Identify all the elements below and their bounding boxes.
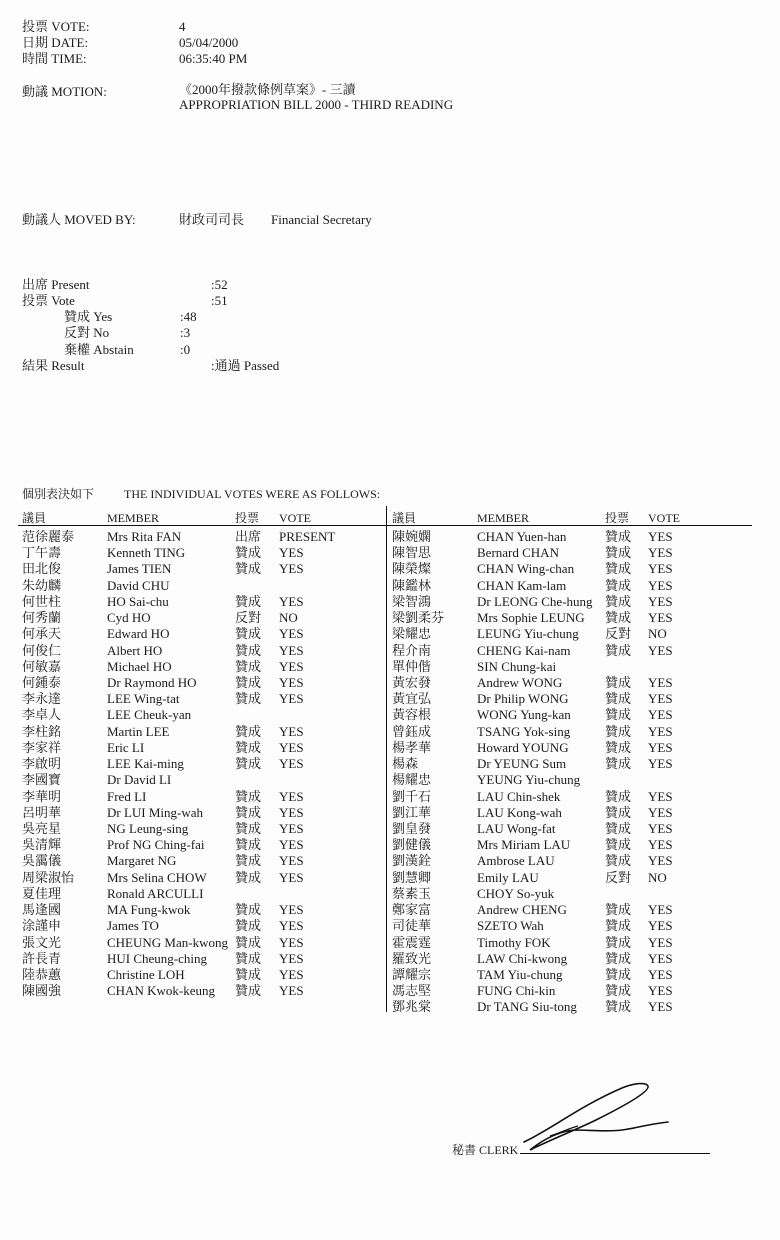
vote-zh: 贊成 bbox=[235, 593, 262, 609]
member-name-en: Mrs Selina CHOW bbox=[107, 869, 207, 885]
member-name-en: Dr LUI Ming-wah bbox=[107, 804, 204, 820]
member-name-zh: 李卓人 bbox=[22, 707, 62, 723]
member-name-en: SIN Chung-kai bbox=[477, 658, 557, 674]
member-name-en: CHAN Wing-chan bbox=[477, 561, 575, 577]
member-name-en: Michael HO bbox=[107, 658, 172, 674]
individual-heading-en: THE INDIVIDUAL VOTES WERE AS FOLLOWS: bbox=[124, 487, 381, 501]
vote-zh: 贊成 bbox=[605, 707, 632, 723]
vote-zh: 贊成 bbox=[605, 610, 632, 626]
member-name-en: Dr David LI bbox=[107, 772, 172, 788]
member-name-en: Prof NG Ching-fai bbox=[107, 837, 205, 853]
vote-en: YES bbox=[279, 966, 304, 982]
member-name-zh: 黃宏發 bbox=[392, 674, 432, 690]
member-name-en: HO Sai-chu bbox=[107, 593, 169, 609]
vote-en: YES bbox=[279, 934, 304, 950]
vote-en: YES bbox=[648, 934, 673, 950]
member-name-zh: 李國寶 bbox=[22, 772, 62, 788]
moved-by-label: 動議人 MOVED BY: bbox=[22, 212, 136, 227]
vote-zh: 贊成 bbox=[605, 642, 632, 658]
col-vote-en-left: VOTE bbox=[279, 511, 311, 525]
vote-zh: 贊成 bbox=[235, 820, 262, 836]
vote-zh: 贊成 bbox=[235, 739, 262, 755]
vote-zh: 贊成 bbox=[235, 658, 262, 674]
vote-en: YES bbox=[279, 820, 304, 836]
member-name-en: Andrew CHENG bbox=[477, 902, 567, 918]
member-name-zh: 李永達 bbox=[22, 691, 62, 707]
vote-en: YES bbox=[279, 626, 304, 642]
member-name-en: TSANG Yok-sing bbox=[477, 723, 571, 739]
member-name-en: Christine LOH bbox=[107, 966, 185, 982]
col-member-en-right: MEMBER bbox=[477, 511, 530, 525]
vote-en: YES bbox=[279, 561, 304, 577]
vote-en: YES bbox=[279, 756, 304, 772]
member-name-en: SZETO Wah bbox=[477, 918, 544, 934]
vote-en: YES bbox=[648, 739, 673, 755]
member-name-zh: 劉慧卿 bbox=[392, 869, 432, 885]
member-name-en: LAU Wong-fat bbox=[477, 820, 556, 836]
member-name-zh: 馬逢國 bbox=[22, 902, 62, 918]
vote-zh: 贊成 bbox=[235, 983, 262, 999]
member-name-en: LEUNG Yiu-chung bbox=[477, 626, 579, 642]
vote-count-label: 投票 Vote bbox=[22, 293, 75, 308]
member-name-zh: 司徒華 bbox=[392, 918, 432, 934]
result-value: :通過 Passed bbox=[211, 358, 280, 373]
vote-zh: 贊成 bbox=[235, 934, 262, 950]
vote-en: YES bbox=[279, 545, 304, 561]
member-name-zh: 鄧兆棠 bbox=[392, 999, 432, 1015]
member-name-zh: 劉千石 bbox=[392, 788, 432, 804]
vote-en: YES bbox=[279, 723, 304, 739]
vote-en: YES bbox=[648, 902, 673, 918]
vote-en: YES bbox=[648, 756, 673, 772]
vote-zh: 贊成 bbox=[235, 837, 262, 853]
vote-zh: 贊成 bbox=[235, 642, 262, 658]
vote-en: NO bbox=[279, 610, 298, 626]
member-name-zh: 單仲偕 bbox=[392, 658, 432, 674]
vote-zh: 贊成 bbox=[235, 674, 262, 690]
vote-zh: 贊成 bbox=[235, 804, 262, 820]
member-name-en: LEE Kai-ming bbox=[107, 756, 184, 772]
member-name-zh: 陸恭蕙 bbox=[22, 966, 62, 982]
member-name-zh: 何鍾泰 bbox=[22, 674, 62, 690]
vote-en: YES bbox=[279, 837, 304, 853]
result-label: 結果 Result bbox=[22, 358, 85, 373]
member-name-zh: 吳亮星 bbox=[22, 820, 62, 836]
member-name-en: TAM Yiu-chung bbox=[477, 966, 563, 982]
vote-zh: 贊成 bbox=[235, 966, 262, 982]
vote-en: YES bbox=[279, 902, 304, 918]
member-name-en: LAU Chin-shek bbox=[477, 788, 561, 804]
member-name-zh: 曾鈺成 bbox=[392, 723, 432, 739]
member-name-zh: 何承天 bbox=[22, 626, 62, 642]
vote-zh: 贊成 bbox=[605, 902, 632, 918]
motion-title-zh: 《2000年撥款條例草案》- 三讀 bbox=[179, 82, 356, 97]
member-name-en: Dr Raymond HO bbox=[107, 674, 197, 690]
col-vote-zh-left: 投票 bbox=[235, 511, 260, 525]
motion-label: 動議 MOTION: bbox=[22, 84, 107, 99]
member-name-en: LEE Cheuk-yan bbox=[107, 707, 192, 723]
vote-en: YES bbox=[648, 577, 673, 593]
vote-en: YES bbox=[279, 983, 304, 999]
member-name-zh: 呂明華 bbox=[22, 804, 62, 820]
vote-zh: 贊成 bbox=[605, 674, 632, 690]
time-value: 06:35:40 PM bbox=[179, 51, 248, 66]
member-name-en: LAW Chi-kwong bbox=[477, 950, 568, 966]
member-name-en: Martin LEE bbox=[107, 723, 170, 739]
member-name-en: Kenneth TING bbox=[107, 545, 186, 561]
signature-line bbox=[520, 1153, 710, 1154]
member-name-en: LAU Kong-wah bbox=[477, 804, 562, 820]
member-name-zh: 李華明 bbox=[22, 788, 62, 804]
member-name-en: Mrs Sophie LEUNG bbox=[477, 610, 585, 626]
vote-en: NO bbox=[648, 869, 667, 885]
member-name-zh: 李柱銘 bbox=[22, 723, 62, 739]
abstain-value: :0 bbox=[180, 342, 191, 357]
member-name-zh: 蔡素玉 bbox=[392, 885, 432, 901]
member-name-en: Edward HO bbox=[107, 626, 170, 642]
vote-zh: 贊成 bbox=[235, 626, 262, 642]
vote-number-value: 4 bbox=[179, 19, 186, 34]
vote-en: YES bbox=[279, 642, 304, 658]
member-name-en: James TO bbox=[107, 918, 159, 934]
vote-en: YES bbox=[648, 804, 673, 820]
vote-en: YES bbox=[648, 610, 673, 626]
member-name-en: CHEUNG Man-kwong bbox=[107, 934, 228, 950]
member-name-en: LEE Wing-tat bbox=[107, 691, 180, 707]
date-label: 日期 DATE: bbox=[22, 35, 89, 50]
member-name-en: Timothy FOK bbox=[477, 934, 551, 950]
vote-zh: 贊成 bbox=[605, 577, 632, 593]
no-value: :3 bbox=[180, 325, 191, 340]
vote-zh: 反對 bbox=[605, 626, 632, 642]
vote-zh: 贊成 bbox=[235, 853, 262, 869]
member-name-zh: 田北俊 bbox=[22, 561, 62, 577]
member-name-en: CHAN Kwok-keung bbox=[107, 983, 215, 999]
vote-en: YES bbox=[648, 642, 673, 658]
vote-count-value: :51 bbox=[211, 293, 228, 308]
member-name-zh: 涂謹申 bbox=[22, 918, 62, 934]
member-name-en: Mrs Rita FAN bbox=[107, 529, 182, 544]
member-name-en: CHAN Kam-lam bbox=[477, 577, 567, 593]
yes-value: :48 bbox=[180, 309, 197, 324]
member-name-zh: 李家祥 bbox=[22, 739, 62, 755]
col-member-zh-left: 議員 bbox=[22, 511, 47, 525]
vote-en: YES bbox=[648, 950, 673, 966]
vote-zh: 贊成 bbox=[605, 756, 632, 772]
member-name-en: Emily LAU bbox=[477, 869, 539, 885]
yes-label: 贊成 Yes bbox=[64, 309, 113, 324]
vote-en: YES bbox=[648, 593, 673, 609]
vote-en: YES bbox=[648, 966, 673, 982]
member-name-en: Cyd HO bbox=[107, 610, 151, 626]
member-name-zh: 梁智鴻 bbox=[392, 593, 432, 609]
vote-en: YES bbox=[648, 820, 673, 836]
vote-en: YES bbox=[279, 674, 304, 690]
member-name-zh: 夏佳理 bbox=[22, 885, 62, 901]
present-label: 出席 Present bbox=[22, 277, 90, 292]
vote-en: YES bbox=[279, 869, 304, 885]
vote-en: PRESENT bbox=[279, 529, 336, 544]
member-name-zh: 羅致光 bbox=[392, 950, 432, 966]
member-name-en: Ronald ARCULLI bbox=[107, 885, 204, 901]
vote-number-label: 投票 VOTE: bbox=[22, 19, 90, 34]
member-name-en: WONG Yung-kan bbox=[477, 707, 571, 723]
member-name-en: Bernard CHAN bbox=[477, 545, 559, 561]
vote-zh: 贊成 bbox=[235, 723, 262, 739]
vote-en: YES bbox=[648, 691, 673, 707]
member-name-en: James TIEN bbox=[107, 561, 172, 577]
abstain-label: 棄權 Abstain bbox=[64, 342, 134, 357]
vote-en: NO bbox=[648, 626, 667, 642]
vote-zh: 贊成 bbox=[605, 853, 632, 869]
member-name-en: Margaret NG bbox=[107, 853, 177, 869]
vote-en: YES bbox=[279, 658, 304, 674]
vote-en: YES bbox=[279, 739, 304, 755]
vote-zh: 贊成 bbox=[605, 820, 632, 836]
vote-zh: 贊成 bbox=[605, 739, 632, 755]
vote-zh: 贊成 bbox=[235, 918, 262, 934]
vote-en: YES bbox=[648, 918, 673, 934]
member-name-en: Dr LEONG Che-hung bbox=[477, 593, 593, 609]
member-name-zh: 許長青 bbox=[22, 950, 62, 966]
vote-zh: 贊成 bbox=[605, 788, 632, 804]
vote-zh: 出席 bbox=[235, 529, 262, 544]
vote-zh: 贊成 bbox=[235, 950, 262, 966]
member-name-zh: 霍震霆 bbox=[392, 934, 432, 950]
vote-zh: 贊成 bbox=[235, 788, 262, 804]
vote-zh: 贊成 bbox=[235, 545, 262, 561]
member-name-zh: 范徐麗泰 bbox=[22, 529, 75, 544]
vote-en: YES bbox=[648, 723, 673, 739]
vote-en: YES bbox=[648, 999, 673, 1015]
vote-zh: 贊成 bbox=[605, 934, 632, 950]
member-name-en: CHOY So-yuk bbox=[477, 885, 555, 901]
motion-title-en: APPROPRIATION BILL 2000 - THIRD READING bbox=[179, 97, 454, 112]
member-name-zh: 陳鑑林 bbox=[392, 577, 432, 593]
member-name-en: Albert HO bbox=[107, 642, 163, 658]
member-name-zh: 馮志堅 bbox=[392, 983, 432, 999]
member-name-zh: 陳國強 bbox=[22, 983, 62, 999]
moved-by-zh: 財政司司長 bbox=[179, 212, 245, 227]
individual-heading-zh: 個別表決如下 bbox=[22, 487, 95, 501]
vote-zh: 贊成 bbox=[605, 723, 632, 739]
clerk-label: 秘書 CLERK bbox=[452, 1143, 519, 1157]
member-name-zh: 梁劉柔芬 bbox=[392, 610, 445, 626]
date-value: 05/04/2000 bbox=[179, 35, 239, 50]
vote-zh: 贊成 bbox=[235, 756, 262, 772]
member-name-en: Mrs Miriam LAU bbox=[477, 837, 571, 853]
vote-zh: 贊成 bbox=[605, 966, 632, 982]
vote-zh: 贊成 bbox=[605, 545, 632, 561]
col-vote-zh-right: 投票 bbox=[605, 511, 630, 525]
member-name-en: FUNG Chi-kin bbox=[477, 983, 556, 999]
vote-en: YES bbox=[648, 707, 673, 723]
no-label: 反對 No bbox=[64, 325, 110, 340]
member-name-zh: 陳智思 bbox=[392, 545, 432, 561]
table-header-rule bbox=[18, 525, 752, 526]
vote-zh: 贊成 bbox=[235, 691, 262, 707]
member-name-en: Dr YEUNG Sum bbox=[477, 756, 567, 772]
vote-zh: 贊成 bbox=[605, 950, 632, 966]
col-member-en-left: MEMBER bbox=[107, 511, 160, 525]
member-name-en: Andrew WONG bbox=[477, 674, 563, 690]
member-name-en: Fred LI bbox=[107, 788, 147, 804]
vote-en: YES bbox=[279, 804, 304, 820]
moved-by-en: Financial Secretary bbox=[271, 212, 372, 227]
vote-en: YES bbox=[279, 788, 304, 804]
vote-en: YES bbox=[648, 529, 673, 544]
time-label: 時間 TIME: bbox=[22, 51, 87, 66]
vote-en: YES bbox=[648, 788, 673, 804]
member-name-zh: 周梁淑怡 bbox=[22, 869, 75, 885]
member-name-zh: 譚耀宗 bbox=[392, 966, 432, 982]
vote-en: YES bbox=[648, 983, 673, 999]
clerk-signature bbox=[510, 1078, 690, 1158]
member-name-zh: 吳清輝 bbox=[22, 837, 62, 853]
vote-zh: 贊成 bbox=[235, 869, 262, 885]
member-name-en: YEUNG Yiu-chung bbox=[477, 772, 581, 788]
member-name-en: CHENG Kai-nam bbox=[477, 642, 571, 658]
vote-en: YES bbox=[279, 593, 304, 609]
member-name-zh: 程介南 bbox=[392, 642, 432, 658]
member-name-zh: 何敏嘉 bbox=[22, 658, 62, 674]
col-vote-en-right: VOTE bbox=[648, 511, 680, 525]
member-name-en: Dr TANG Siu-tong bbox=[477, 999, 577, 1015]
member-name-en: MA Fung-kwok bbox=[107, 902, 191, 918]
vote-zh: 贊成 bbox=[605, 983, 632, 999]
member-name-zh: 劉江華 bbox=[392, 804, 432, 820]
vote-zh: 贊成 bbox=[605, 999, 632, 1015]
vote-en: YES bbox=[279, 918, 304, 934]
vote-zh: 贊成 bbox=[605, 593, 632, 609]
member-name-zh: 何秀蘭 bbox=[22, 610, 62, 626]
member-name-zh: 梁耀忠 bbox=[392, 626, 432, 642]
member-name-zh: 黃容根 bbox=[392, 707, 432, 723]
member-name-zh: 陳榮燦 bbox=[392, 561, 432, 577]
member-name-zh: 何俊仁 bbox=[22, 642, 62, 658]
vote-en: YES bbox=[648, 545, 673, 561]
member-name-zh: 吳靄儀 bbox=[22, 853, 62, 869]
member-name-zh: 楊森 bbox=[392, 756, 419, 772]
member-name-en: CHAN Yuen-han bbox=[477, 529, 567, 544]
vote-en: YES bbox=[279, 853, 304, 869]
member-name-zh: 黃宜弘 bbox=[392, 691, 432, 707]
vote-zh: 反對 bbox=[605, 869, 632, 885]
vote-en: YES bbox=[648, 561, 673, 577]
present-value: :52 bbox=[211, 277, 228, 292]
member-name-en: Howard YOUNG bbox=[477, 739, 569, 755]
member-name-zh: 楊孝華 bbox=[392, 739, 432, 755]
vote-zh: 贊成 bbox=[605, 691, 632, 707]
member-name-zh: 朱幼麟 bbox=[22, 577, 62, 593]
vote-zh: 贊成 bbox=[605, 918, 632, 934]
vote-zh: 贊成 bbox=[605, 561, 632, 577]
member-name-zh: 陳婉嫻 bbox=[392, 529, 432, 544]
member-name-zh: 劉皇發 bbox=[392, 820, 432, 836]
member-name-en: NG Leung-sing bbox=[107, 820, 189, 836]
table-column-divider bbox=[386, 506, 387, 1012]
member-name-zh: 何世柱 bbox=[22, 593, 62, 609]
member-name-en: HUI Cheung-ching bbox=[107, 950, 208, 966]
vote-en: YES bbox=[648, 853, 673, 869]
vote-en: YES bbox=[279, 691, 304, 707]
member-name-zh: 楊耀忠 bbox=[392, 772, 432, 788]
member-name-zh: 丁午壽 bbox=[22, 545, 62, 561]
vote-en: YES bbox=[648, 674, 673, 690]
member-name-zh: 李啟明 bbox=[22, 756, 62, 772]
member-name-en: Ambrose LAU bbox=[477, 853, 555, 869]
vote-zh: 贊成 bbox=[605, 804, 632, 820]
member-name-zh: 鄭家富 bbox=[392, 902, 432, 918]
col-member-zh-right: 議員 bbox=[392, 511, 417, 525]
vote-zh: 反對 bbox=[235, 610, 262, 626]
member-name-zh: 劉漢銓 bbox=[392, 853, 432, 869]
vote-zh: 贊成 bbox=[235, 561, 262, 577]
member-name-zh: 張文光 bbox=[22, 934, 62, 950]
member-name-en: Eric LI bbox=[107, 739, 145, 755]
member-name-en: Dr Philip WONG bbox=[477, 691, 569, 707]
vote-zh: 贊成 bbox=[605, 837, 632, 853]
vote-zh: 贊成 bbox=[605, 529, 632, 544]
member-name-en: David CHU bbox=[107, 577, 170, 593]
vote-en: YES bbox=[279, 950, 304, 966]
member-name-zh: 劉健儀 bbox=[392, 837, 432, 853]
vote-en: YES bbox=[648, 837, 673, 853]
vote-zh: 贊成 bbox=[235, 902, 262, 918]
